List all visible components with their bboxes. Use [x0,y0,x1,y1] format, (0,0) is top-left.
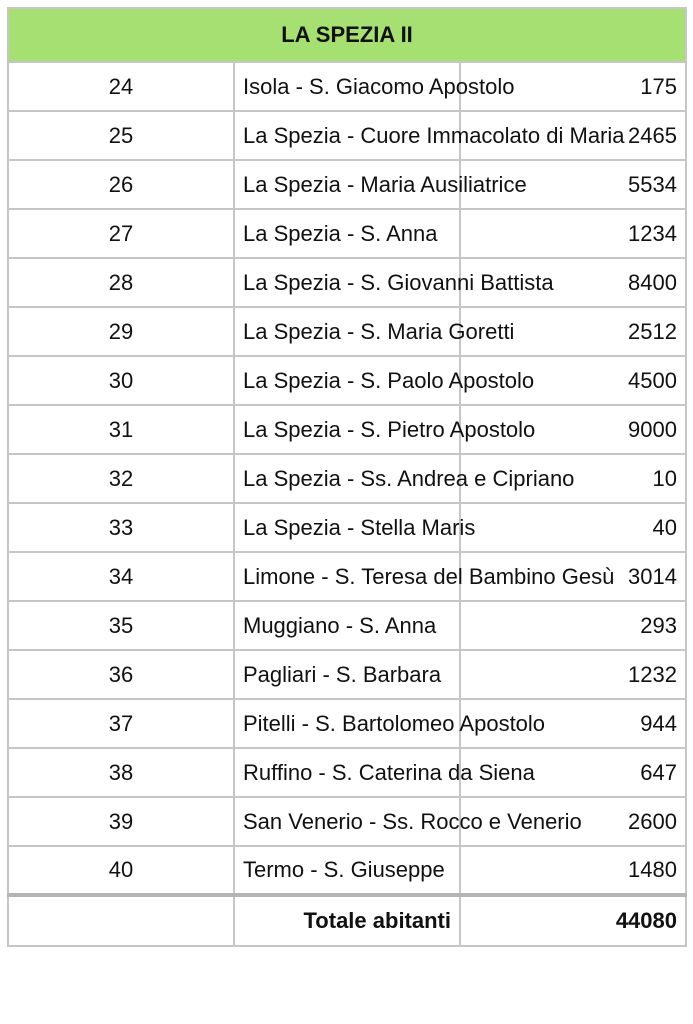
table-row [8,160,686,209]
parish-name: Isola - S. Giacomo Apostolo [234,62,460,111]
inhabitants-count: 10 [460,454,686,503]
parish-name: Pagliari - S. Barbara [234,650,460,699]
inhabitants-count: 293 [460,601,686,650]
row-number: 30 [8,356,234,405]
table-row [8,748,686,797]
row-number: 32 [8,454,234,503]
table-row [8,797,686,846]
inhabitants-count: 944 [460,699,686,748]
parish-name: La Spezia - Cuore Immacolato di Maria [234,111,460,160]
row-number: 36 [8,650,234,699]
row-number: 39 [8,797,234,846]
total-label: Totale abitanti [234,895,460,946]
parish-name: La Spezia - S. Pietro Apostolo [234,405,460,454]
parish-name: La Spezia - Stella Maris [234,503,460,552]
table-row [8,111,686,160]
parish-name: San Venerio - Ss. Rocco e Venerio [234,797,460,846]
total-value: 44080 [460,895,686,946]
table-container [7,7,687,947]
parish-name: Pitelli - S. Bartolomeo Apostolo [234,699,460,748]
parish-name: Muggiano - S. Anna [234,601,460,650]
table-row [8,650,686,699]
table-row [8,405,686,454]
inhabitants-count: 2600 [460,797,686,846]
inhabitants-count: 9000 [460,405,686,454]
row-number: 35 [8,601,234,650]
table-row [8,356,686,405]
inhabitants-count: 175 [460,62,686,111]
row-number: 26 [8,160,234,209]
row-number: 29 [8,307,234,356]
parish-name: La Spezia - S. Maria Goretti [234,307,460,356]
table-header-row [8,8,686,62]
row-number: 37 [8,699,234,748]
inhabitants-count: 1232 [460,650,686,699]
inhabitants-count: 8400 [460,258,686,307]
row-number: 38 [8,748,234,797]
row-number: 33 [8,503,234,552]
parish-name: Limone - S. Teresa del Bambino Gesù [234,552,460,601]
row-number: 40 [8,846,234,895]
table-row [8,307,686,356]
table-row [8,601,686,650]
inhabitants-count: 2465 [460,111,686,160]
total-empty-cell [8,895,234,946]
parish-name: La Spezia - Ss. Andrea e Cipriano [234,454,460,503]
table-row [8,846,686,895]
row-number: 31 [8,405,234,454]
table-row [8,258,686,307]
parish-table [7,7,687,947]
total-row [8,895,686,946]
inhabitants-count: 647 [460,748,686,797]
table-row [8,209,686,258]
inhabitants-count: 5534 [460,160,686,209]
row-number: 28 [8,258,234,307]
table-row [8,62,686,111]
inhabitants-count: 1234 [460,209,686,258]
table-row [8,503,686,552]
parish-name: Termo - S. Giuseppe [234,846,460,895]
parish-name: Ruffino - S. Caterina da Siena [234,748,460,797]
parish-name: La Spezia - S. Anna [234,209,460,258]
inhabitants-count: 4500 [460,356,686,405]
row-number: 25 [8,111,234,160]
table-row [8,454,686,503]
parish-name: La Spezia - S. Paolo Apostolo [234,356,460,405]
inhabitants-count: 40 [460,503,686,552]
row-number: 24 [8,62,234,111]
row-number: 34 [8,552,234,601]
table-title: LA SPEZIA II [8,8,686,62]
parish-name: La Spezia - Maria Ausiliatrice [234,160,460,209]
inhabitants-count: 2512 [460,307,686,356]
parish-name: La Spezia - S. Giovanni Battista [234,258,460,307]
row-number: 27 [8,209,234,258]
table-row [8,699,686,748]
inhabitants-count: 1480 [460,846,686,895]
inhabitants-count: 3014 [460,552,686,601]
table-row [8,552,686,601]
